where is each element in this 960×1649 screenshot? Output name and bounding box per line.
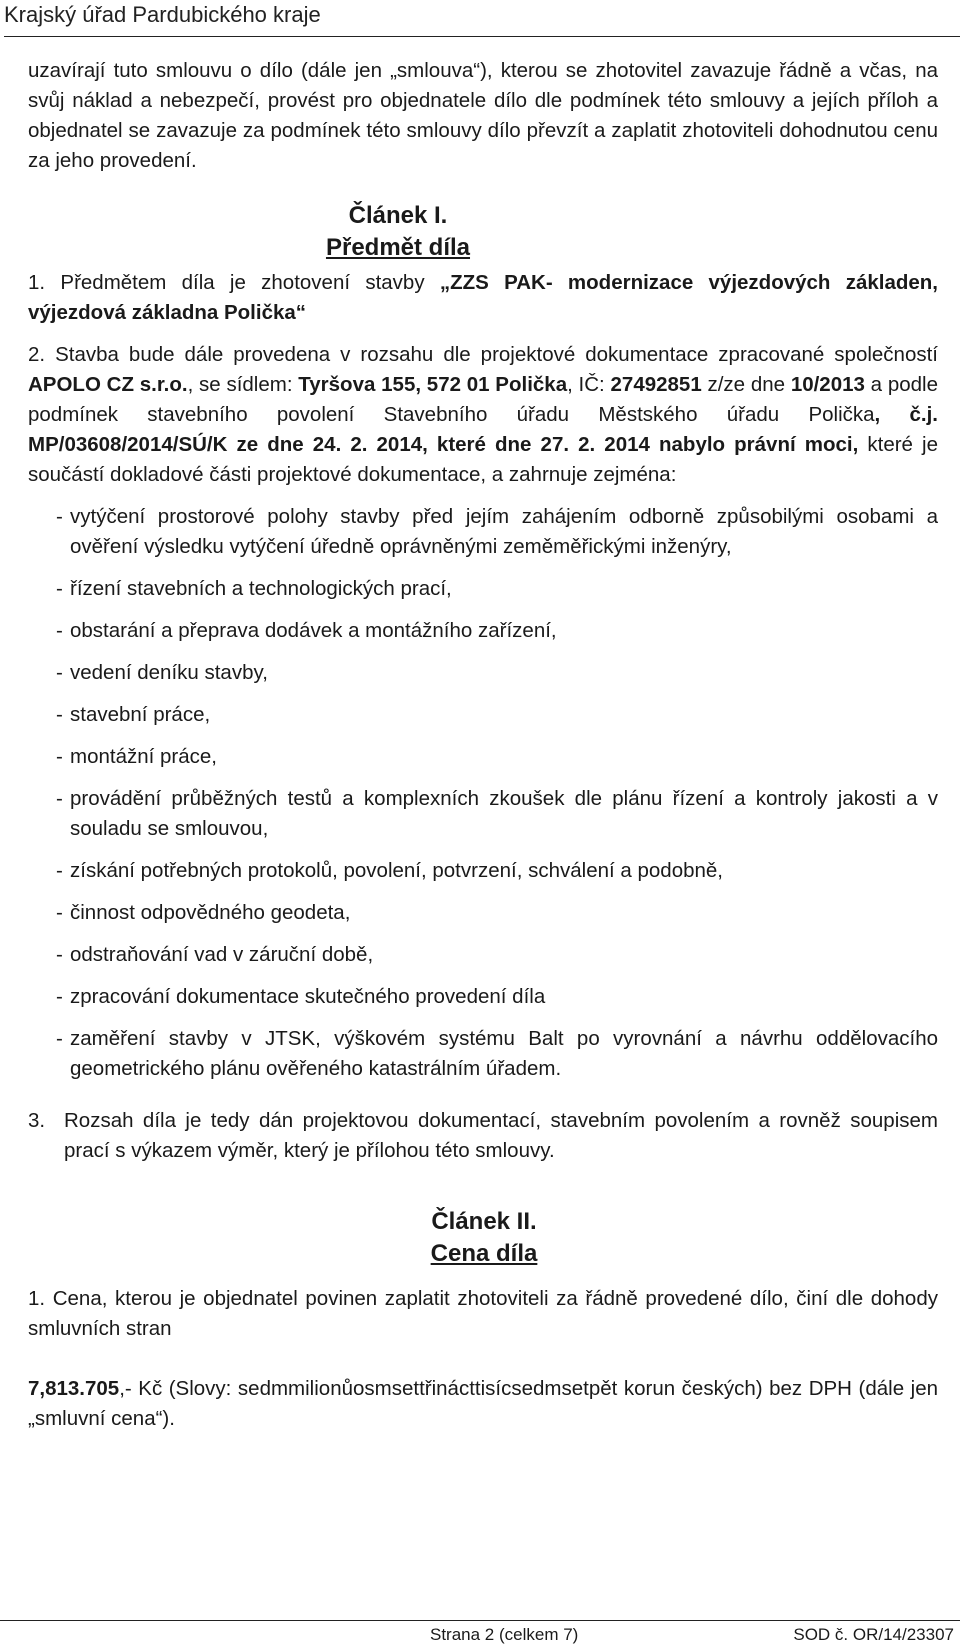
list-item-text: činnost odpovědného geodeta, bbox=[70, 901, 351, 924]
list-item bbox=[56, 982, 938, 1012]
list-item-text: montážní práce, bbox=[70, 745, 217, 768]
project-name: „ZZS PAK- modernizace výjezdových základen, výjezdová základna Polička“ bbox=[28, 271, 938, 324]
article-1-heading bbox=[158, 200, 638, 264]
list-dash: - bbox=[56, 787, 63, 810]
list-dash: - bbox=[56, 901, 63, 924]
article-2-paragraph-1 bbox=[28, 1284, 938, 1344]
list-item bbox=[56, 658, 938, 688]
price-text: ,- Kč (Slovy: sedmmilionůosmsettřinácttisícsedmsetpět korun českých) bez DPH (dále jen „smluvní cena“). bbox=[28, 1377, 938, 1430]
paragraph-number: 1. bbox=[28, 271, 46, 294]
list-dash: - bbox=[56, 985, 63, 1008]
list-item-text: provádění průběžných testů a komplexních zkoušek dle plánu řízení a kontroly jakosti a v souladu se smlouvou, bbox=[70, 787, 938, 840]
permit-reference: , č.j. MP/03608/2014/SÚ/K ze dne 24. 2. 2014, které dne 27. 2. 2014 nabylo právní moci, bbox=[28, 403, 938, 456]
article-1-paragraph-2 bbox=[28, 340, 938, 490]
header-divider bbox=[4, 36, 960, 37]
paragraph-text: , IČ: bbox=[567, 373, 611, 396]
list-item-text: získání potřebných protokolů, povolení, potvrzení, schválení a podobně, bbox=[70, 859, 723, 882]
list-item bbox=[56, 1024, 938, 1084]
page-number: Strana 2 (celkem 7) bbox=[430, 1625, 579, 1644]
list-dash: - bbox=[56, 943, 63, 966]
list-item-text: vedení deníku stavby, bbox=[70, 661, 268, 684]
paragraph-number: 1. bbox=[28, 1287, 46, 1310]
article-1-title: Předmět díla bbox=[325, 234, 471, 261]
paragraph-text: z/ze dne bbox=[701, 373, 791, 396]
scope-list bbox=[56, 502, 938, 1084]
list-item-text: řízení stavebních a technologických prací, bbox=[70, 577, 452, 600]
document-body bbox=[28, 56, 958, 1434]
list-item bbox=[56, 856, 938, 886]
paragraph-text: Cena, kterou je objednatel povinen zaplatit zhotoviteli za řádně provedené dílo, činí dle dohody smluvních stran bbox=[28, 1287, 938, 1340]
list-item bbox=[56, 502, 938, 562]
price-amount: 7,813.705 bbox=[28, 1377, 120, 1400]
list-item-text: stavební práce, bbox=[70, 703, 211, 726]
page-header bbox=[4, 0, 960, 40]
paragraph-text: které je součástí dokladové části projektové dokumentace, a zahrnuje zejména: bbox=[28, 433, 938, 486]
list-item bbox=[56, 616, 938, 646]
list-dash: - bbox=[56, 745, 63, 768]
article-1-paragraph-3 bbox=[28, 1106, 938, 1166]
list-item bbox=[56, 898, 938, 928]
paragraph-text: , se sídlem: bbox=[187, 373, 299, 396]
paragraph-text: Předmětem díla je zhotovení stavby bbox=[60, 271, 440, 294]
article-1-number: Článek I. bbox=[348, 202, 448, 229]
company-name: APOLO CZ s.r.o. bbox=[28, 373, 188, 396]
contract-price bbox=[28, 1374, 938, 1434]
list-item-text: odstraňování vad v záruční době, bbox=[70, 943, 374, 966]
page-footer bbox=[0, 1620, 960, 1648]
list-item-text: obstarání a přeprava dodávek a montážního zařízení, bbox=[70, 619, 557, 642]
list-item-text: zpracování dokumentace skutečného provedení díla bbox=[70, 985, 546, 1008]
list-item bbox=[56, 742, 938, 772]
list-dash: - bbox=[56, 619, 63, 642]
article-2-title: Cena díla bbox=[430, 1240, 538, 1267]
header-title: Krajský úřad Pardubického kraje bbox=[4, 2, 321, 27]
list-dash: - bbox=[56, 1027, 63, 1050]
list-item bbox=[56, 700, 938, 730]
paragraph-text: Stavba bude dále provedena v rozsahu dle projektové dokumentace zpracované společností bbox=[55, 343, 938, 366]
list-item bbox=[56, 574, 938, 604]
list-dash: - bbox=[56, 661, 63, 684]
document-date: 10/2013 bbox=[790, 373, 865, 396]
list-item-text: zaměření stavby v JTSK, výškovém systému Balt po vyrovnání a návrhu oddělovacího geometrického plánu ověřeného katastrálním úřadem. bbox=[70, 1027, 938, 1080]
list-dash: - bbox=[56, 577, 63, 600]
contract-reference: SOD č. OR/14/23307 bbox=[793, 1625, 954, 1644]
list-item bbox=[56, 784, 938, 844]
list-dash: - bbox=[56, 703, 63, 726]
article-1-paragraph-1 bbox=[28, 268, 938, 328]
article-2-heading bbox=[244, 1206, 724, 1270]
intro-paragraph: uzavírají tuto smlouvu o dílo (dále jen „smlouva“), kterou se zhotovitel zavazuje řádně a včas, na svůj náklad a nebezpečí, provést pro objednatele dílo dle podmínek této smlouvy a jejích příloh a objednatel se zavazuje za podmínek této smlouvy dílo převzít a zaplatit zhotoviteli dohodnutou cenu za jeho provedení. bbox=[28, 59, 938, 172]
paragraph-number: 3. bbox=[28, 1109, 46, 1132]
company-address: Tyršova 155, 572 01 Polička bbox=[298, 373, 568, 396]
paragraph-number: 2. bbox=[28, 343, 46, 366]
list-item-text: vytýčení prostorové polohy stavby před jejím zahájením odborně způsobilými osobami a ověření výsledku vytýčení úředně oprávněnými zeměměřickými inženýry, bbox=[70, 505, 938, 558]
article-2-number: Článek II. bbox=[431, 1208, 537, 1235]
list-dash: - bbox=[56, 505, 63, 528]
paragraph-text: a podle podmínek stavebního povolení Stavebního úřadu Městského úřadu Polička bbox=[28, 373, 938, 426]
list-dash: - bbox=[56, 859, 63, 882]
company-id: 27492851 bbox=[610, 373, 702, 396]
list-item bbox=[56, 940, 938, 970]
paragraph-text: Rozsah díla je tedy dán projektovou dokumentací, stavebním povolením a rovněž soupisem prací s výkazem výměr, který je přílohou této smlouvy. bbox=[64, 1109, 938, 1162]
